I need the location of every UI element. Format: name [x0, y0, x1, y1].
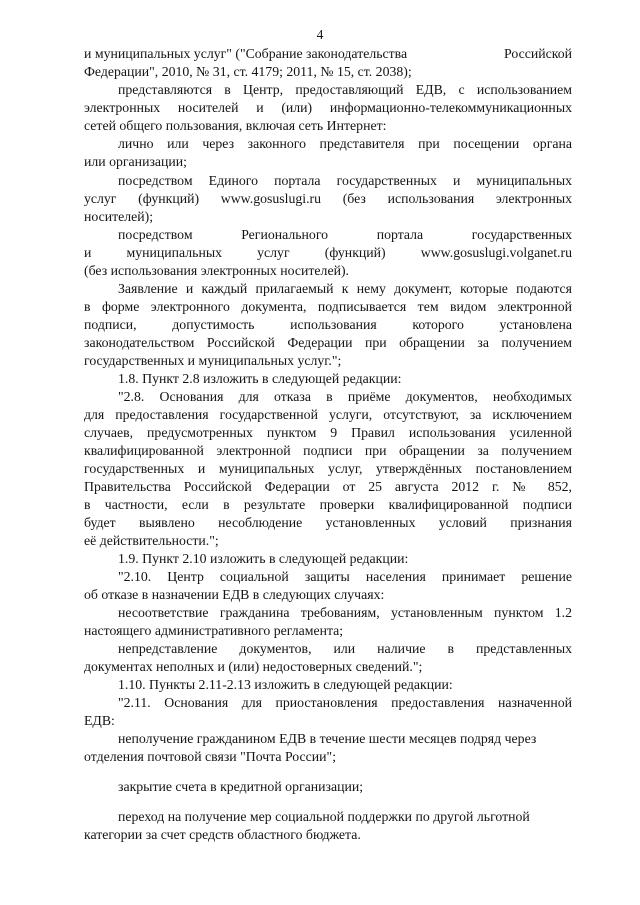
text-line: Заявление и каждый прилагаемый к нему документ, которые подаются: [118, 281, 572, 296]
text-line: представляются в Центр, предоставляющий ЕДВ, с использованием: [118, 82, 572, 97]
text-line: носителей);: [84, 209, 154, 224]
text-line: закрытие счета в кредитной организации;: [118, 779, 364, 794]
text-line-left: и муниципальных услуг" ("Собрание законодательства: [84, 46, 408, 61]
text-line: Правительства Российской Федерации от 25 августа 2012 г. № 852,: [84, 479, 572, 494]
text-line: государственных и муниципальных услуг, утверждённых постановлением: [84, 461, 572, 476]
text-line: "2.8. Основания для отказа в приёме документов, необходимых: [118, 389, 572, 404]
text-line: непредставление документов, или наличие в представленных: [118, 641, 572, 656]
text-line: 1.8. Пункт 2.8 изложить в следующей редакции:: [118, 371, 402, 386]
text-line: или организации;: [84, 154, 188, 169]
text-line: несоответствие гражданина требованиям, установленным пунктом 1.2: [118, 605, 572, 620]
text-line: в форме электронного документа, подписывается тем видом электронной: [84, 299, 572, 314]
text-line: об отказе в назначении ЕДВ в следующих случаях:: [84, 587, 385, 602]
text-line: неполучение гражданином ЕДВ в течение шести месяцев подряд через: [118, 731, 537, 746]
text-line: будет выявлено несоблюдение установленных условий признания: [84, 515, 572, 530]
text-line: "2.10. Центр социальной защиты населения принимает решение: [118, 569, 572, 584]
text-line-right: Российской: [504, 46, 572, 61]
text-line: случаев, предусмотренных пунктом 9 Правил использования усиленной: [84, 425, 572, 440]
text-line: и муниципальных услуг (функций) www.gosuslugi.volganet.ru: [84, 245, 572, 260]
text-line: [84, 45, 572, 63]
text-line: 1.9. Пункт 2.10 изложить в следующей редакции:: [118, 551, 409, 566]
text-line: подписи, допустимость использования которого установлена: [84, 317, 572, 332]
text-line: категории за счет средств областного бюджета.: [84, 827, 361, 842]
text-line: её действительности.";: [84, 533, 219, 548]
text-line: 1.10. Пункты 2.11-2.13 изложить в следующей редакции:: [118, 677, 453, 692]
text-line: переход на получение мер социальной поддержки по другой льготной: [118, 809, 530, 824]
page-number: 4: [316, 27, 324, 42]
text-line: для предоставления государственной услуги, отсутствуют, за исключением: [84, 407, 572, 422]
text-line: сетей общего пользования, включая сеть Интернет:: [84, 118, 387, 133]
text-line: "2.11. Основания для приостановления предоставления назначенной: [118, 695, 572, 710]
text-line: посредством Единого портала государственных и муниципальных: [118, 173, 572, 188]
text-line: лично или через законного представителя при посещении органа: [118, 136, 572, 151]
text-line: настоящего административного регламента;: [84, 623, 344, 638]
text-line: государственных и муниципальных услуг.";: [84, 353, 342, 368]
text-line: квалифицированной электронной подписи при обращении за получением: [84, 443, 572, 458]
text-line: (без использования электронных носителей).: [84, 263, 349, 278]
text-line: законодательством Российской Федерации при обращении за получением: [84, 335, 572, 350]
text-line: документах неполных и (или) недостоверных сведений.";: [84, 659, 423, 674]
text-line: услуг (функций) www.gosuslugi.ru (без использования электронных: [84, 191, 572, 206]
text-line: в частности, если в результате проверки квалифицированной подписи: [84, 497, 572, 512]
text-line: электронных носителей и (или) информационно-телекоммуникационных: [84, 100, 572, 115]
text-line: посредством Регионального портала государственных: [118, 227, 572, 242]
text-line: Федерации", 2010, № 31, ст. 4179; 2011, № 15, ст. 2038);: [84, 64, 412, 79]
text-line: отделения почтовой связи "Почта России";: [84, 749, 337, 764]
text-line: ЕДВ:: [84, 713, 115, 728]
